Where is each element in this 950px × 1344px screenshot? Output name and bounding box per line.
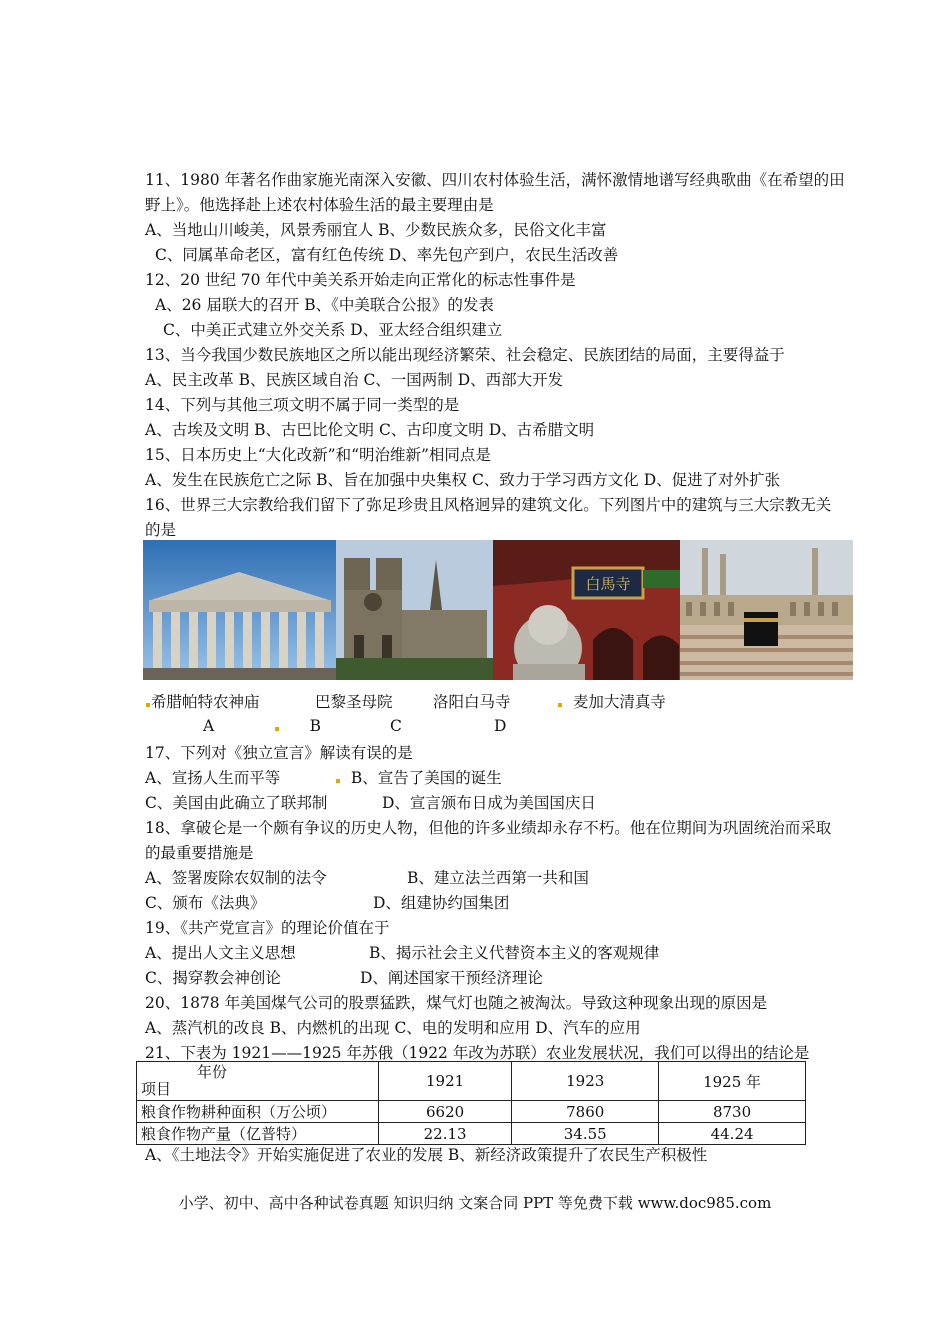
q17-option-b: B、宣告了美国的诞生: [350, 769, 502, 787]
q16-stem-line2: 的是: [145, 521, 177, 539]
caption-mecca: 麦加大清真寺: [572, 693, 666, 711]
table-cell: 6620: [378, 1101, 511, 1123]
q19-option-a: A、提出人文主义思想: [145, 944, 296, 962]
table-row: [137, 1101, 806, 1123]
q20-stem: 20、1878 年美国煤气公司的股票猛跌，煤气灯也随之被淘汰。导致这种现象出现的原因是: [145, 994, 768, 1012]
q12-options-ab: A、26 届联大的召开 B、《中美联合公报》的发表: [155, 296, 494, 314]
q14-options: A、古埃及文明 B、古巴比伦文明 C、古印度文明 D、古希腊文明: [145, 421, 595, 439]
q18-option-b: B、建立法兰西第一共和国: [407, 869, 589, 887]
table-cell: 44.24: [659, 1123, 806, 1145]
q16-letter-b-row: [274, 717, 321, 735]
q18-option-a: A、签署废除农奴制的法令: [145, 869, 327, 887]
q16-caption-a-row: [145, 690, 260, 712]
page-footer: 小学、初中、高中各种试卷真题 知识归纳 文案合同 PPT 等免费下载 www.doc985.com: [178, 1194, 772, 1212]
agriculture-table: [136, 1061, 806, 1145]
q19-stem: 19、《共产党宣言》的理论价值在于: [145, 919, 390, 937]
q17-option-d: D、宣言颁布日成为美国国庆日: [382, 794, 596, 812]
q18-stem-line2: 的最重要措施是: [145, 844, 254, 862]
q19-option-b: B、揭示社会主义代替资本主义的客观规律: [369, 944, 660, 962]
q16-letter-b: B: [309, 717, 321, 735]
white-horse-temple-photo: [493, 540, 680, 680]
q11-options-cd: C、同属革命老区，富有红色传统 D、率先包产到户，农民生活改善: [155, 246, 619, 264]
q19-option-d: D、阐述国家干预经济理论: [360, 969, 543, 987]
q16-letter-a: A: [203, 717, 215, 735]
marker-dot: [275, 727, 279, 731]
mecca-mosque-photo: [680, 540, 853, 680]
q21-options: A、《土地法令》开始实施促进了农业的发展 B、新经济政策提升了农民生产积极性: [145, 1146, 708, 1164]
table-row-label: 粮食作物耕种面积（万公顷）: [137, 1101, 379, 1123]
marker-dot: [558, 703, 562, 707]
q11-stem-line2: 野上》。他选择赴上述农村体验生活的最主要理由是: [145, 196, 494, 214]
q17-stem: 17、下列对《独立宣言》解读有误的是: [145, 744, 413, 762]
caption-white-horse-temple: 洛阳白马寺: [433, 693, 511, 711]
q16-letter-c: C: [390, 717, 402, 735]
corner-item-label: 项目: [141, 1080, 172, 1098]
q16-stem-line1: 16、世界三大宗教给我们留下了弥足珍贵且风格迥异的建筑文化。下列图片中的建筑与三大宗教无关: [145, 496, 832, 514]
q19-option-c: C、揭穿教会神创论: [145, 969, 281, 987]
parthenon-photo: [143, 540, 336, 680]
table-corner-cell: [137, 1062, 379, 1101]
q14-stem: 14、下列与其他三项文明不属于同一类型的是: [145, 396, 460, 414]
q11-stem-line1: 11、1980 年著名作曲家施光南深入安徽、四川农村体验生活，满怀激情地谱写经典歌曲《在希望的田: [145, 171, 845, 189]
q17-option-b-row: [335, 768, 502, 788]
q15-stem: 15、日本历史上“大化改新”和“明治维新”相同点是: [145, 446, 491, 464]
notre-dame-photo: [336, 540, 493, 680]
table-cell: 34.55: [512, 1123, 659, 1145]
q18-option-d: D、组建协约国集团: [373, 894, 510, 912]
table-row: [137, 1123, 806, 1145]
table-cell: 8730: [659, 1101, 806, 1123]
corner-year-label: 年份: [197, 1063, 228, 1081]
table-cell: 7860: [512, 1101, 659, 1123]
table-header-row: [137, 1062, 806, 1101]
caption-parthenon: 希腊帕特农神庙: [151, 693, 260, 711]
q12-options-cd: C、中美正式建立外交关系 D、亚太经合组织建立: [163, 321, 503, 339]
q20-options: A、蒸汽机的改良 B、内燃机的出现 C、电的发明和应用 D、汽车的应用: [145, 1019, 641, 1037]
q11-options-ab: A、当地山川峻美，风景秀丽宜人 B、少数民族众多，民俗文化丰富: [145, 221, 607, 239]
table-row-label: 粮食作物产量（亿普特）: [137, 1123, 379, 1145]
table-cell: 22.13: [378, 1123, 511, 1145]
temple-plaque-text: 白馬寺: [585, 575, 631, 593]
q13-stem: 13、当今我国少数民族地区之所以能出现经济繁荣、社会稳定、民族团结的局面，主要得益于: [145, 346, 785, 364]
caption-notre-dame: 巴黎圣母院: [315, 693, 393, 711]
q17-option-a: A、宣扬人生而平等: [145, 769, 281, 787]
marker-dot: [146, 703, 150, 707]
q12-stem: 12、20 世纪 70 年代中美关系开始走向正常化的标志性事件是: [145, 271, 576, 289]
q15-options: A、发生在民族危亡之际 B、旨在加强中央集权 C、致力于学习西方文化 D、促进了对外扩张: [145, 471, 781, 489]
q16-caption-d-row: [557, 690, 666, 712]
q18-stem-line1: 18、拿破仑是一个颇有争议的历史人物，但他的许多业绩却永存不朽。他在位期间为巩固统治而采取: [145, 819, 832, 837]
q17-option-c: C、美国由此确立了联邦制: [145, 794, 328, 812]
q13-options: A、民主改革 B、民族区域自治 C、一国两制 D、西部大开发: [145, 371, 564, 389]
q16-photo-strip: [143, 540, 853, 680]
table-header-year: 1925 年: [659, 1062, 806, 1101]
table-header-year: 1923: [512, 1062, 659, 1101]
q16-letter-d: D: [494, 717, 507, 735]
q18-option-c: C、颁布《法典》: [145, 894, 266, 912]
table-header-year: 1921: [378, 1062, 511, 1101]
marker-dot: [336, 779, 340, 783]
q21-stem: 21、下表为 1921——1925 年苏俄（1922 年改为苏联）农业发展状况，我们可以得出的结论是: [145, 1044, 810, 1062]
